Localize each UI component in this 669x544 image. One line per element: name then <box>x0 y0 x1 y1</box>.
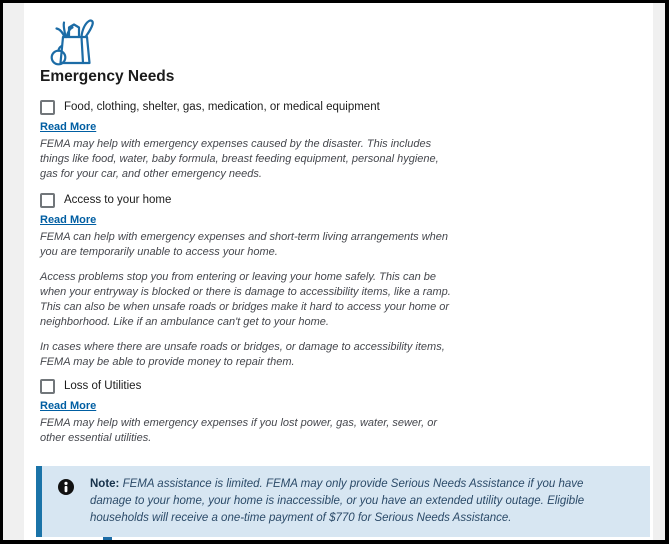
note-label: Note: <box>90 478 120 490</box>
checkbox-label-emergency-supplies[interactable]: Food, clothing, shelter, gas, medication, or medical equipment <box>64 101 380 113</box>
page-title: Emergency Needs <box>40 68 175 85</box>
description-paragraph: In cases where there are unsafe roads or bridges, or damage to accessibility items, FEMA may be able to provide money to repair them. <box>40 341 445 368</box>
form-section-card <box>24 3 653 540</box>
read-more-link-emergency-supplies[interactable]: Read More <box>40 121 97 133</box>
read-more-link-loss-of-utilities[interactable]: Read More <box>40 400 97 412</box>
note-body: FEMA assistance is limited. FEMA may only provide Serious Needs Assistance if you have damage to your home, your home is inaccessible, or you have an extended utility outage. Eligible households will receive a one-time payment of $770 for Serious Needs Assistance. <box>90 478 585 524</box>
checkbox-row-home-access <box>40 192 637 208</box>
description-paragraph: FEMA may help with emergency expenses caused by the disaster. This includes things like food, water, baby formula, breast feeding equipment, personal hygiene, gas for your car, and other emergency needs. <box>40 138 439 180</box>
checkbox-home-access[interactable] <box>40 193 55 208</box>
info-icon <box>58 479 74 527</box>
description-paragraph: FEMA can help with emergency expenses and short-term living arrangements when you are temporarily unable to access your home. <box>40 231 449 258</box>
checkbox-label-home-access[interactable]: Access to your home <box>64 194 172 206</box>
checkbox-emergency-supplies[interactable] <box>40 100 55 115</box>
scrollbar-track[interactable] <box>653 3 665 540</box>
checkbox-label-loss-of-utilities[interactable]: Loss of Utilities <box>64 380 142 392</box>
note-alert-box <box>36 466 650 537</box>
next-section-icon-fragment <box>103 537 112 540</box>
page <box>3 3 665 540</box>
description-paragraph: FEMA may help with emergency expenses if you lost power, gas, water, sewer, or other essential utilities. <box>40 417 437 444</box>
read-more-link-home-access[interactable]: Read More <box>40 214 97 226</box>
checkbox-row-loss-of-utilities <box>40 378 637 394</box>
checkbox-loss-of-utilities[interactable] <box>40 379 55 394</box>
checkbox-row-emergency-supplies <box>40 99 637 115</box>
note-text <box>90 476 628 527</box>
description-paragraph: Access problems stop you from entering or leaving your home safely. This can be when your entryway is blocked or there is damage to accessibility items, like a ramp. This can also be when unsafe roads or bridges make it hard to access your home or neighborhood. Like if an ambulance can't get to your home. <box>40 271 451 328</box>
grocery-bag-icon <box>48 15 98 65</box>
